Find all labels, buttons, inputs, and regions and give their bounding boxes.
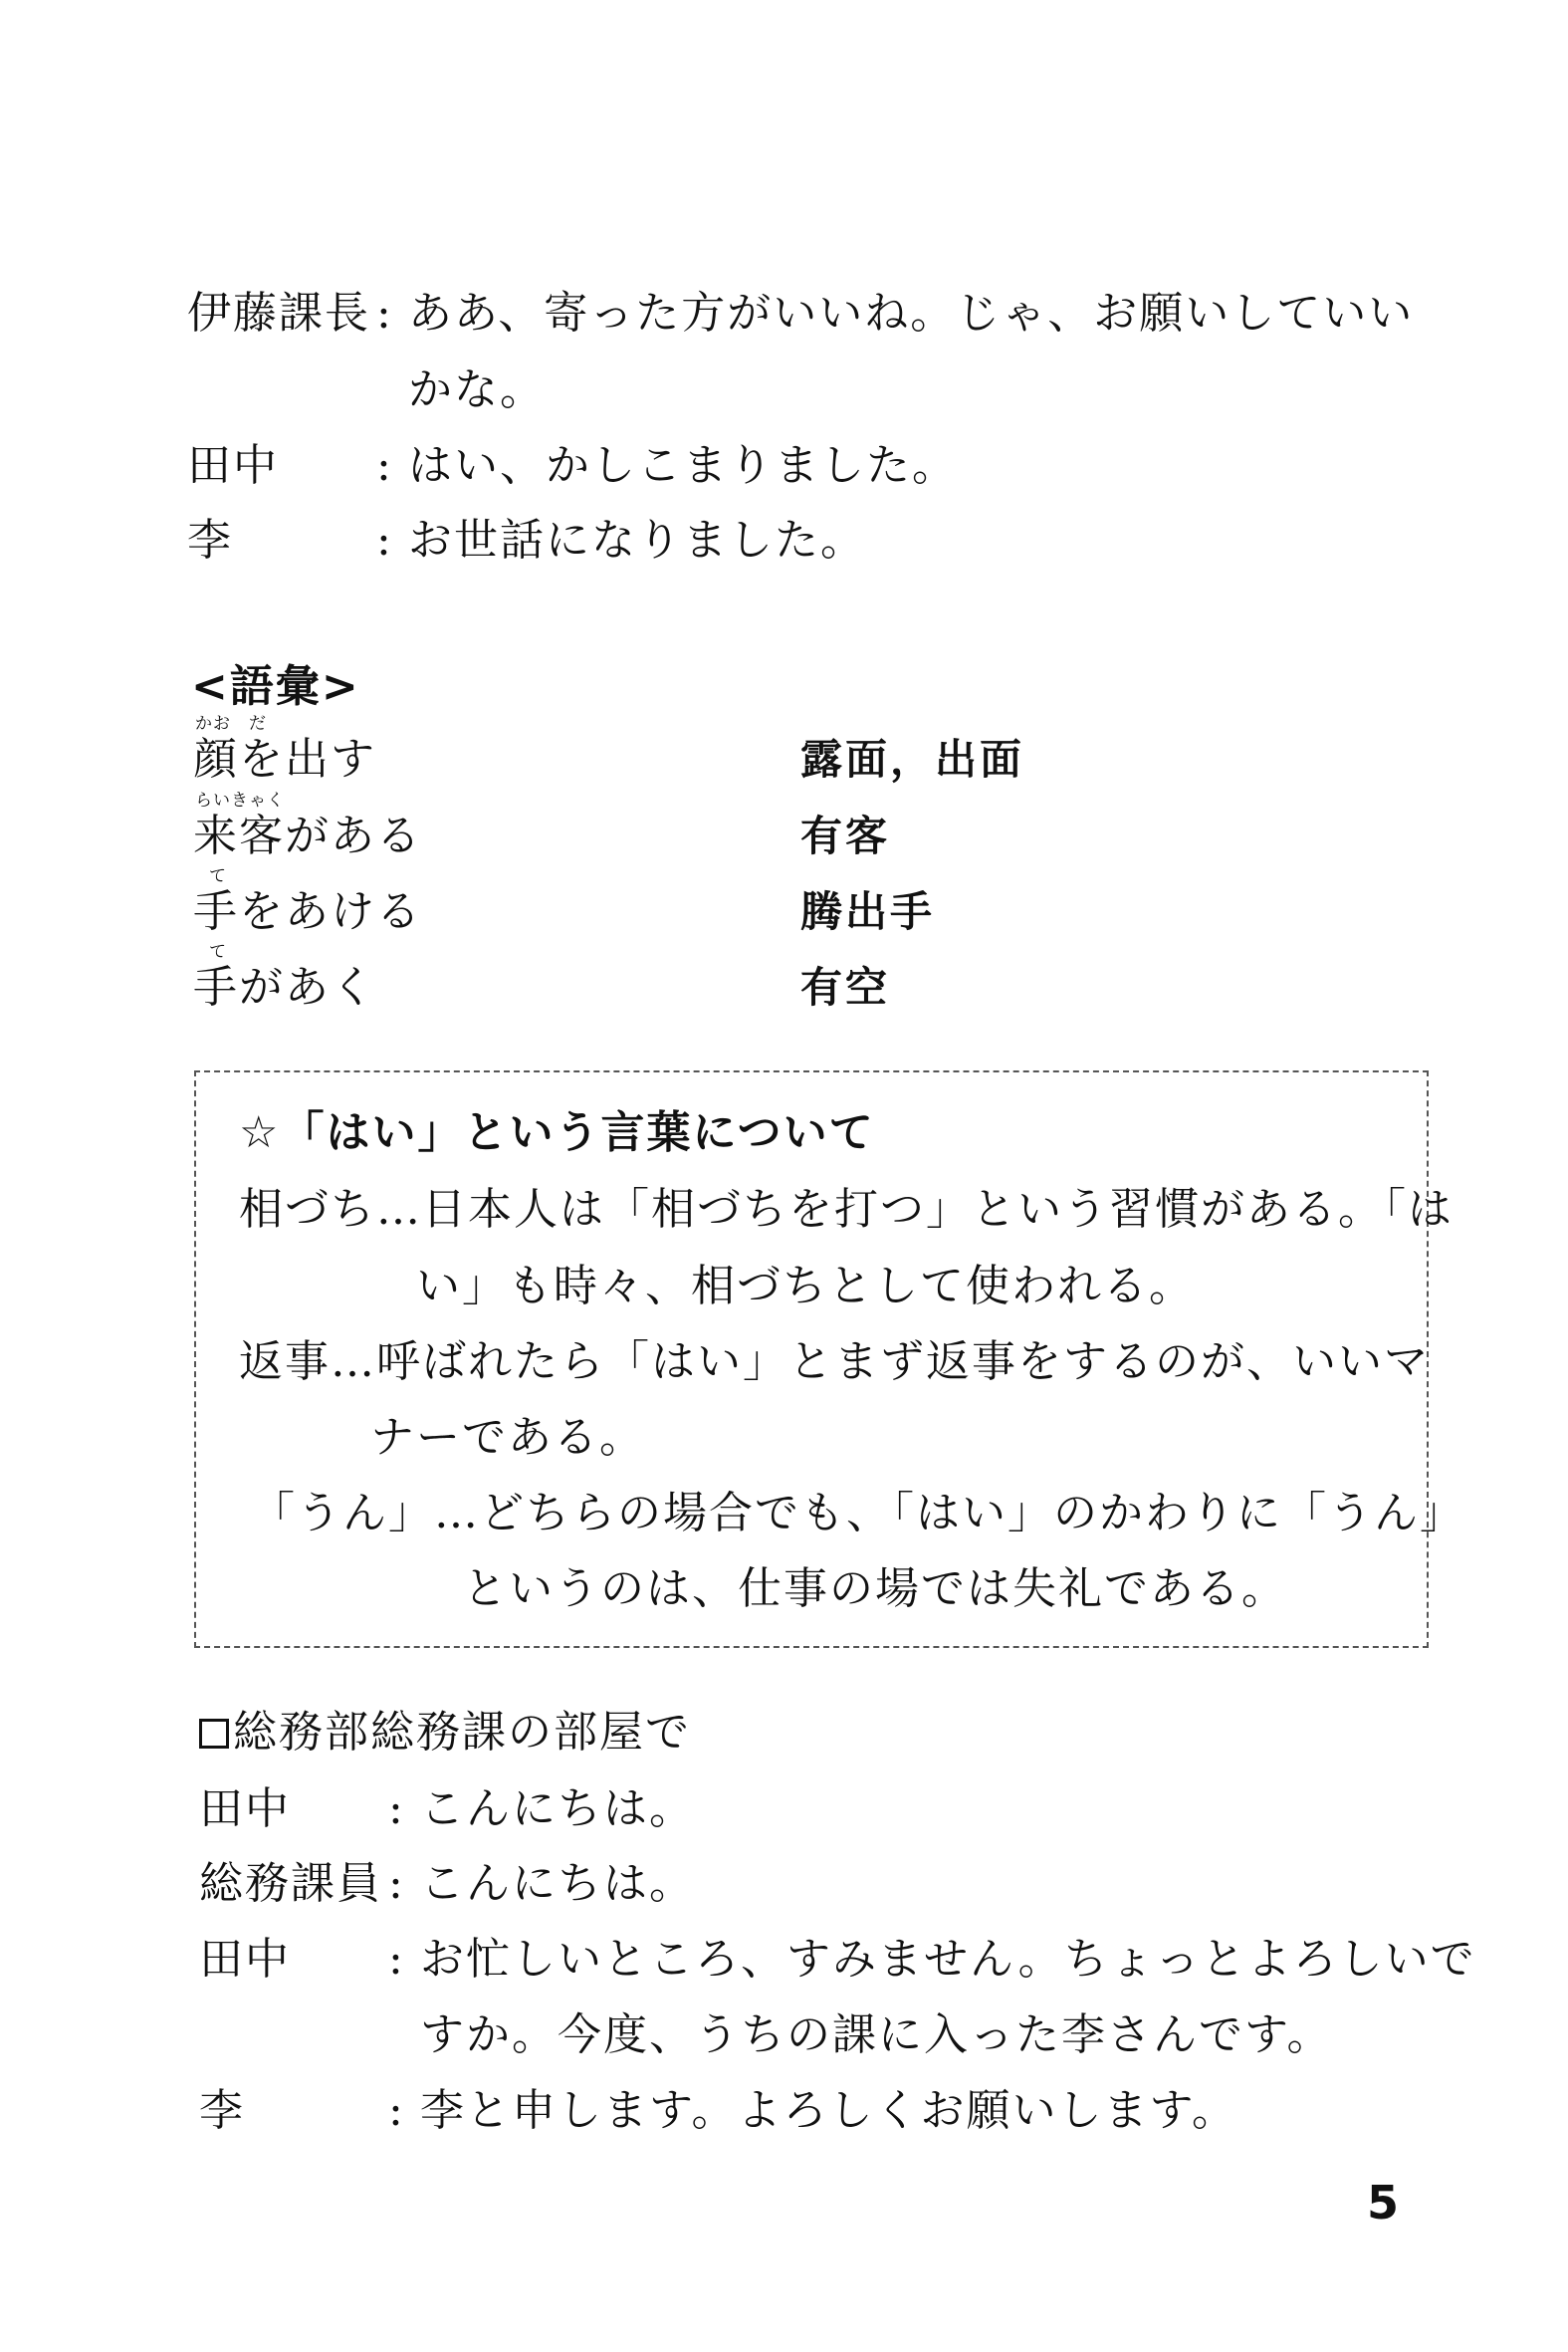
vocab-word: 手があく — [193, 962, 376, 1013]
note-paragraph-continuation: ナーである。 — [370, 1412, 645, 1463]
scene-text: 総務部総務課の部屋で — [233, 1707, 691, 1758]
furigana: て — [209, 942, 227, 962]
furigana: らいきゃく — [195, 791, 285, 811]
dialogue-line: こんにちは。 — [420, 1783, 695, 1834]
note-paragraph: 「うん」…どちらの場合でも、「はい」のかわりに「うん」 — [251, 1488, 1465, 1538]
vocab-translation: 有客 — [800, 812, 891, 860]
colon: : — [388, 1934, 403, 1985]
dialogue-line-continuation: かな。 — [408, 364, 546, 415]
dialogue-line: お世話になりました。 — [408, 515, 866, 566]
colon: : — [388, 1783, 403, 1834]
dialogue-line: はい、かしこまりました。 — [408, 440, 958, 491]
colon: : — [388, 2085, 403, 2136]
speaker-tanaka: 田中 — [187, 440, 279, 491]
square-icon — [199, 1719, 229, 1749]
note-title-text: 「はい」という言葉について — [280, 1107, 875, 1158]
colon: : — [376, 515, 391, 566]
note-paragraph: 返事…呼ばれたら「はい」とまず返事をするのが、いいマ — [239, 1336, 1430, 1387]
vocab-word: 手をあける — [193, 886, 422, 937]
vocab-translation: 有空 — [800, 963, 891, 1012]
speaker-li: 李 — [199, 2085, 245, 2136]
star-icon: ☆ — [239, 1107, 281, 1158]
speaker-soumu-staff: 総務課員 — [199, 1858, 382, 1909]
furigana: て — [209, 866, 227, 886]
page-number: 5 — [1366, 2176, 1399, 2230]
dialogue-line: こんにちは。 — [420, 1858, 695, 1909]
note-title — [239, 1103, 875, 1163]
scene-heading — [199, 1703, 691, 1763]
speaker-tanaka: 田中 — [199, 1783, 291, 1834]
colon: : — [376, 440, 391, 491]
note-paragraph-continuation: というのは、仕事の場では失礼である。 — [463, 1563, 1287, 1614]
dialogue-line: お忙しいところ、すみません。ちょっとよろしいで — [420, 1934, 1476, 1985]
note-paragraph-continuation: い」も時々、相づちとして使われる。 — [416, 1261, 1195, 1311]
vocab-word: 来客がある — [193, 811, 422, 861]
speaker-li: 李 — [187, 515, 233, 566]
note-paragraph: 相づち…日本人は「相づちを打つ」という習慣がある。「は — [239, 1184, 1454, 1235]
speaker-ito: 伊藤課長 — [187, 288, 370, 339]
dialogue-line-continuation: すか。今度、うちの課に入った李さんです。 — [420, 2009, 1333, 2060]
vocab-word: 顔を出す — [193, 734, 376, 785]
vocab-translation: 露面，出面 — [800, 735, 1025, 784]
colon: : — [376, 288, 391, 339]
vocab-translation: 腾出手 — [800, 887, 936, 936]
vocab-heading: <語彙> — [191, 661, 360, 712]
dialogue-line: ああ、寄った方がいいね。じゃ、お願いしていい — [408, 288, 1415, 339]
furigana: かお だ — [195, 714, 267, 734]
speaker-tanaka: 田中 — [199, 1934, 291, 1985]
colon: : — [388, 1858, 403, 1909]
dialogue-line: 李と申します。よろしくお願いします。 — [420, 2085, 1237, 2136]
